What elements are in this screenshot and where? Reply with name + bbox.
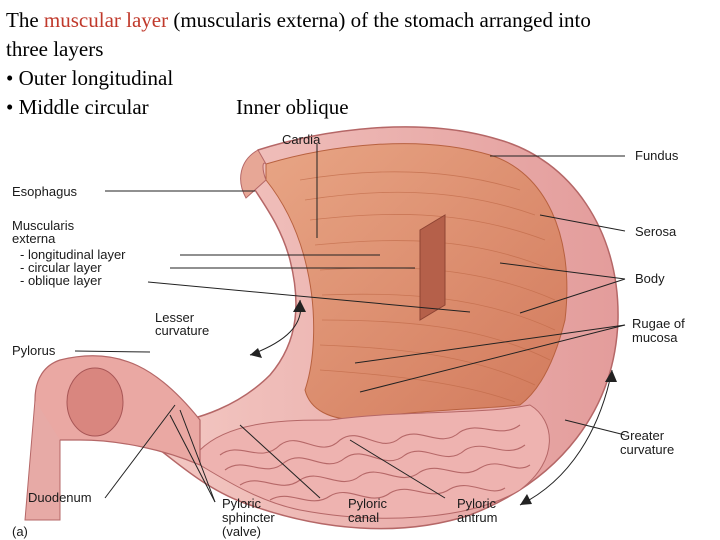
label-rugae-2: mucosa <box>632 330 678 345</box>
label-serosa: Serosa <box>635 224 677 239</box>
label-pylorus: Pylorus <box>12 343 56 358</box>
label-canal-2: canal <box>348 510 380 525</box>
label-cardia: Cardia <box>282 132 321 147</box>
highlight-muscular-layer: muscular layer <box>43 8 169 32</box>
label-duodenum: Duodenum <box>28 490 92 505</box>
bullet-outer-longitudinal: • Outer longitudinal <box>6 66 174 90</box>
label-body: Body <box>635 271 665 286</box>
bullet-row-3 <box>6 93 706 122</box>
bullet-middle-circular: • Middle circular <box>6 95 149 119</box>
label-canal-1: Pyloric <box>348 496 388 511</box>
label-greater-2: curvature <box>620 442 675 457</box>
title-text-end: (muscularis externa) of the stomach arranged into <box>168 8 591 32</box>
muscularis-region <box>266 144 567 420</box>
label-esophagus: Esophagus <box>12 184 78 199</box>
title-text-start: The <box>6 8 44 32</box>
label-lesser-2: curvature <box>155 323 210 338</box>
pylorus-opening <box>67 368 123 436</box>
label-panel: (a) <box>12 524 28 539</box>
label-sphincter-3: (valve) <box>222 524 262 539</box>
inner-oblique-text: Inner oblique <box>236 95 349 119</box>
label-muscularis-2: externa <box>12 231 56 246</box>
label-fundus: Fundus <box>635 148 679 163</box>
label-muscularis-1: Muscularis <box>12 218 75 233</box>
label-antrum-2: antrum <box>457 510 498 525</box>
label-circular-layer: - circular layer <box>20 260 102 275</box>
label-oblique-layer: - oblique layer <box>20 273 102 288</box>
title-line-2: three layers <box>6 37 104 61</box>
label-sphincter-2: sphincter <box>222 510 275 525</box>
lesser-arrow-head-bottom <box>250 348 262 358</box>
layer-cutaway <box>420 215 445 320</box>
label-rugae-1: Rugae of <box>632 316 685 331</box>
label-antrum-1: Pyloric <box>457 496 497 511</box>
label-greater-1: Greater <box>620 428 665 443</box>
label-lesser-1: Lesser <box>155 310 195 325</box>
label-sphincter-1: Pyloric <box>222 496 262 511</box>
stomach-diagram <box>0 120 720 540</box>
slide-text <box>6 6 706 122</box>
label-longitudinal-layer: - longitudinal layer <box>20 247 126 262</box>
title-line-1 <box>6 6 706 35</box>
